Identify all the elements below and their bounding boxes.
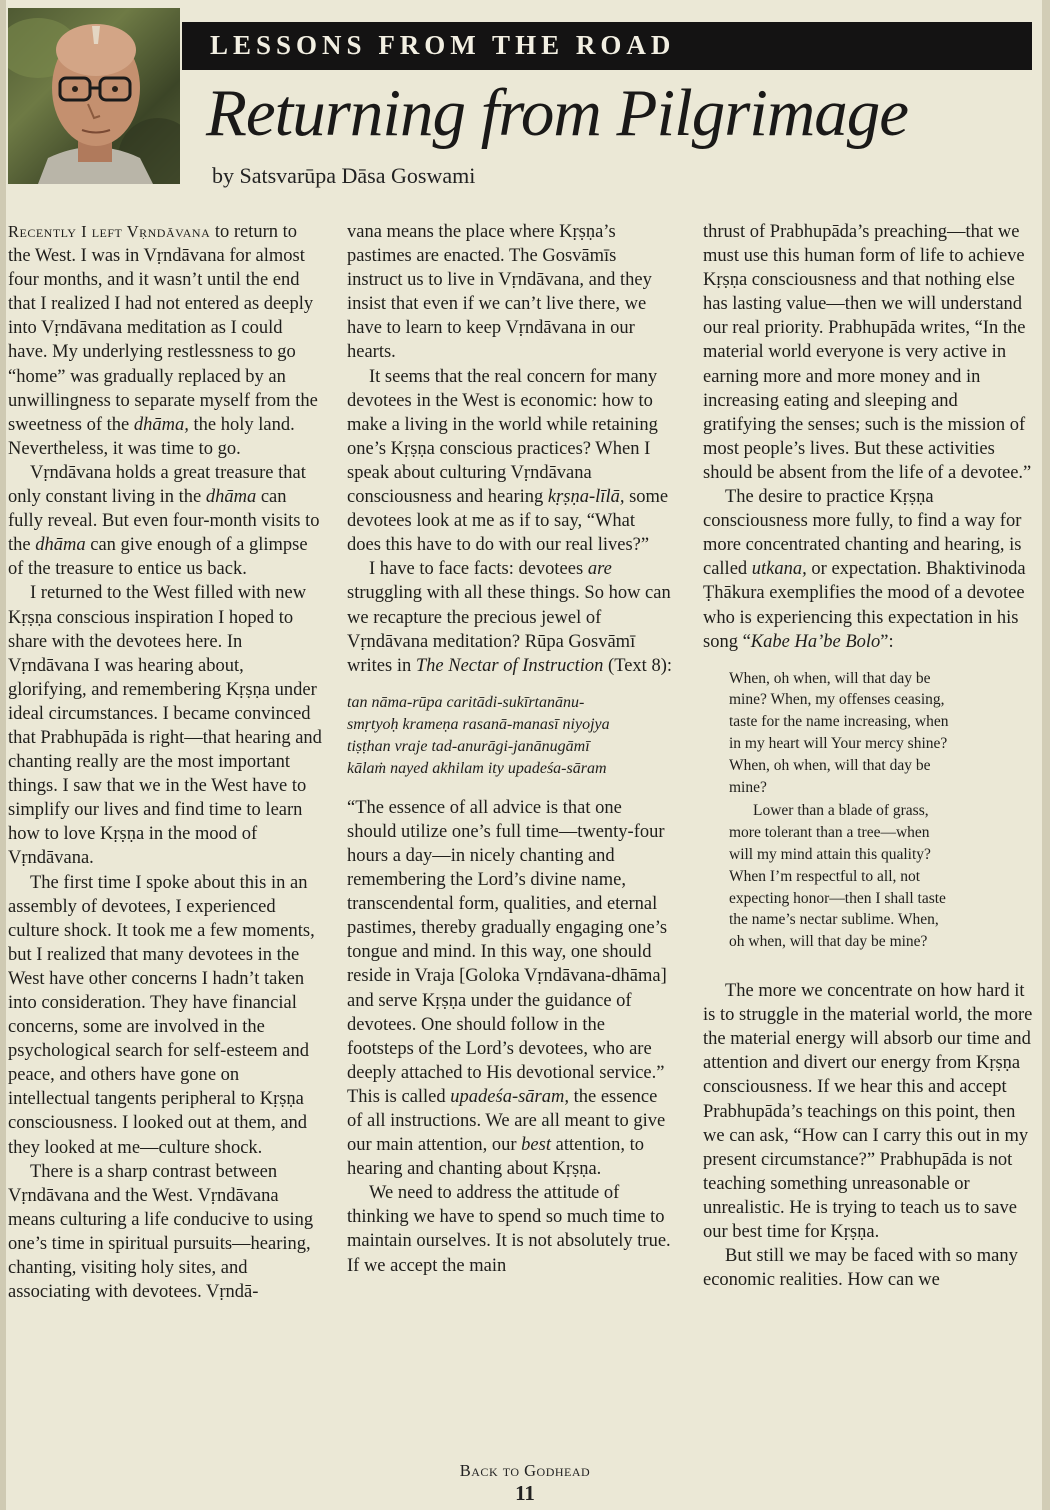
text-column-3 — [703, 220, 1033, 1292]
page-number: 11 — [515, 1481, 535, 1505]
paragraph: The desire to practice Kṛṣṇa consciousness more fully, to find a way for more concentrated chanting and hearing, is called utkana, or expectation. Bhaktivinoda Ṭhākura exemplifies the mood of a devotee who is experiencing this expectation in his song “Kabe Ha’be Bolo”: — [703, 487, 1026, 652]
song-line: taste for the name increasing, when — [729, 713, 949, 731]
paragraph: “The essence of all advice is that one should utilize one’s full time—twenty-four hours a day—in nicely chanting and remembering the Lord’s divine name, transcendental form, qualities, and eternal pastimes, thereby gradually engaging one’s tongue and mind. In this way, one should reside in Vraja [Goloka Vṛndāvana-dhāma] and serve Kṛṣṇa under the guidance of devotees. One should follow in the footsteps of the Lord’s devotees, who are deeply attached to His devotional service.” This is called upadeśa-sāram, the essence of all instructions. We are all meant to give our main attention, our best attention, to hearing and chanting about Kṛṣṇa. — [347, 797, 668, 1180]
verse-line: kālaṁ nayed akhilam ity upadeśa-sāram — [347, 759, 607, 777]
song-line: mine? — [729, 778, 767, 796]
song-line: When, oh when, will that day be — [729, 669, 931, 687]
sanskrit-verse — [347, 692, 673, 780]
song-line: the name’s nectar sublime. When, — [729, 911, 939, 929]
song-line: When, oh when, will that day be — [729, 756, 931, 774]
text-column-1 — [8, 220, 324, 1304]
song-line: Lower than a blade of grass, — [753, 802, 929, 820]
song-quote — [729, 668, 1033, 953]
song-line: expecting honor—then I shall taste — [729, 889, 946, 907]
paragraph: There is a sharp contrast between Vṛndāvana and the West. Vṛndāvana means culturing a life conducive to using one’s time in spiritual pursuits—hearing, chanting, visiting holy sites, and associating with devotees. Vṛndā- — [8, 1161, 314, 1303]
song-line: mine? When, my offenses ceasing, — [729, 691, 945, 709]
paragraph: Recently I left Vṛndāvana to return to the West. I was in Vṛndāvana for almost four months, and it wasn’t until the end that I realized I had not entered as deeply into Vṛndāvana meditation as I could have. My underlying restlessness to go “home” was gradually replaced by an unwillingness to separate myself from the sweetness of the dhāma, the holy land. Nevertheless, it was time to go. — [8, 222, 318, 459]
lead-in: Recently I left Vṛndāvana — [8, 222, 211, 241]
song-line: When I’m respectful to all, not — [729, 867, 921, 885]
page-edge-left — [0, 0, 6, 1510]
page-footer — [0, 1461, 1050, 1506]
paragraph: Vṛndāvana holds a great treasure that only constant living in the dhāma can fully reveal. But even four-month visits to the dhāma can give enough of a glimpse of the treasure to entice us back. — [8, 462, 320, 580]
text-column-2 — [347, 220, 673, 1278]
column-name: LESSONS FROM THE ROAD — [210, 30, 676, 60]
song-line: more tolerant than a tree—when — [729, 824, 930, 842]
byline: by Satsvarūpa Dāsa Goswami — [212, 163, 476, 188]
column-banner — [182, 22, 1032, 70]
verse-line: tiṣṭhan vraje tad-anurāgi-janānugāmī — [347, 737, 590, 755]
song-line: in my heart will Your mercy shine? — [729, 735, 948, 753]
paragraph: vana means the place where Kṛṣṇa’s pastimes are enacted. The Gosvāmīs instruct us to live in Vṛndāvana, and they insist that even if we can’t live there, we have to learn to keep Vṛndāvana in our hearts. — [347, 222, 652, 363]
verse-line: tan nāma-rūpa caritādi-sukīrtanānu- — [347, 693, 585, 711]
article-title: Returning from Pilgrimage — [206, 76, 909, 150]
author-photo — [8, 8, 180, 184]
verse-line: smṛtyoḥ krameṇa rasanā-manasī niyojya — [347, 715, 610, 733]
paragraph: thrust of Prabhupāda’s preaching—that we must use this human form of life to achieve Kṛṣṇa consciousness and that nothing else has lasting value—then we will understand our real priority. Prabhupāda writes, “In the material world everyone is very active in earning more and more money and in increasing eating and sleeping and gratifying the senses; such is the mission of most people’s lives. But these activities should be absent from the life of a devotee.” — [703, 222, 1032, 483]
paragraph: The first time I spoke about this in an assembly of devotees, I experienced culture shock. It took me a few moments, but I realized that many devotees in the West have other concerns I hadn’t taken into consideration. They have financial concerns, some are involved in the psychological search for self-esteem and peace, and others have gone on intellectual tangents peripheral to Kṛṣṇa consciousness. I looked out at them, and they looked at me—culture shock. — [8, 872, 315, 1158]
paragraph: I returned to the West filled with new Kṛṣṇa conscious inspiration I hoped to share with the devotees here. In Vṛndāvana I was hearing about, glorifying, and remembering Kṛṣṇa under ideal circumstances. I became convinced that Prabhupāda is right—that hearing and chanting really are the most important things. I saw that we in the West have to simplify our lives and find time to learn how to love Kṛṣṇa in the mood of Vṛndāvana. — [8, 583, 322, 869]
magazine-name: Back to Godhead — [459, 1461, 591, 1480]
paragraph: It seems that the real concern for many devotees in the West is economic: how to make a living in the world while retaining one’s Kṛṣṇa conscious practices? When I speak about culturing Vṛndāvana consciousness and hearing kṛṣṇa-līlā, some devotees look at me as if to say, “What does this have to do with our real lives?” — [347, 366, 669, 556]
paragraph: We need to address the attitude of thinking we have to spend so much time to maintain ourselves. It is not absolutely true. If we accept the main — [347, 1183, 671, 1276]
paragraph: The more we concentrate on how hard it is to struggle in the material world, the more the material energy will absorb our time and attention and divert our energy from Kṛṣṇa consciousness. If we hear this and accept Prabhupāda’s teachings on this point, then we can ask, “How can I carry this out in my present circumstance?” Prabhupāda is not teaching something unreasonable or unrealistic. He is trying to teach us to save our best time for Kṛṣṇa. — [703, 981, 1033, 1242]
song-line: oh when, will that day be mine? — [729, 933, 928, 951]
song-line: will my mind attain this quality? — [729, 846, 931, 864]
paragraph: I have to face facts: devotees are struggling with all these things. So how can we recapture the precious jewel of Vṛndāvana meditation? Rūpa Gosvāmī writes in The Nectar of Instruction (Text 8): — [347, 559, 672, 676]
paragraph: But still we may be faced with so many economic realities. How can we — [703, 1246, 1018, 1291]
page-edge-right — [1042, 0, 1050, 1510]
